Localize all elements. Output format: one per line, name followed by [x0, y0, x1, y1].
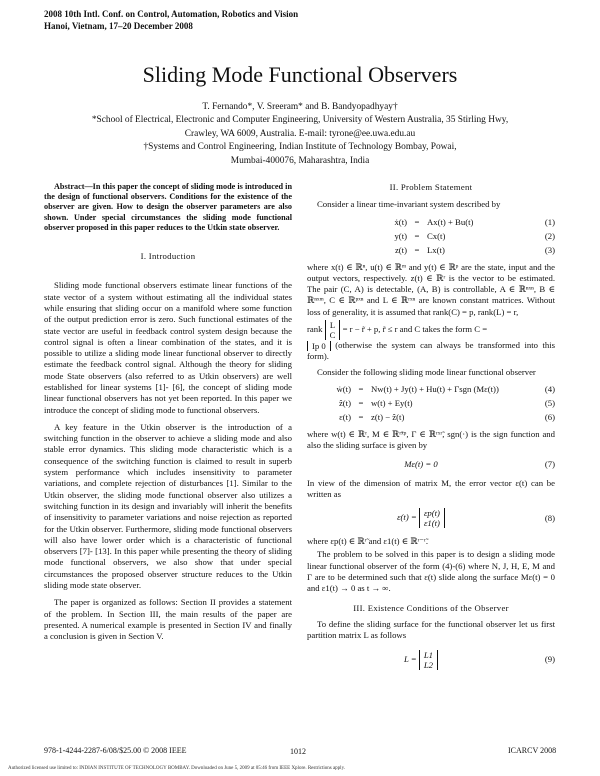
intro-heading: I. Introduction [140, 251, 196, 262]
equations-1-3 [307, 216, 555, 258]
equation-2: y(t) = Cx(t) (2) [394, 230, 555, 241]
rank-line: rank L C = r − r̃ + p, r̃ ≤ r and C takes the form C = [307, 320, 488, 341]
intro-paragraph-1: Sliding mode functional observers estimate linear functions of the state vector of a system without estimating all the individual states while ensuring that sliding occur on a manifold where some function of the output prediction error is zero. Such functional estimates of the state vector are useful in feedback control system design because the control signal is often a linear combination of the states, and it is possible to utilize a sliding mode linear functional observer to directly estimate the feedback control signal. Although the theory for sliding mode State observers (also referred to as Utkin observers) are well established for linear systems [1]- [6], the concept of sliding mode linear functional observers has not yet been reported. In this paper we introduce the concept of sliding mode to functional observers. [44, 280, 292, 415]
affiliation-2b: Mumbai-400076, Maharashtra, India [230, 155, 370, 166]
equation-6: ε(t) = z(t) − ẑ(t) (6) [339, 412, 555, 423]
cform-line: Ip 0 (otherwise the system can always be transformed into this form). [307, 340, 556, 362]
ps-paragraph-2: where x(t) ∈ ℝⁿ, u(t) ∈ ℝᵐ and y(t) ∈ ℝᵖ are the state, input and the output vectors, respectively. z(t) ∈ ℝʳ is the vector to be estimated. The pair (C, A) is detectable, (A, B) is controllable, A ∈ ℝⁿˣⁿ, B ∈ ℝⁿˣᵐ, C ∈ ℝᵖˣⁿ and L ∈ ℝʳˣⁿ are known constant matrices. Without loss of generality, it is assumed that rank(C) = p, rank(L) = r, [307, 261, 555, 317]
ps-paragraph-5: In view of the dimension of matrix M, the error vector ε(t) can be written as [307, 477, 555, 499]
footer-isbn: 978-1-4244-2287-6/08/$25.00 © 2008 IEEE [44, 746, 187, 755]
abstract: Abstract—In this paper the concept of sliding mode is introduced in the design of functional observers. Conditions for the existence of the observer are given. How to design the observer parameters are also shown. Under special circumstances the sliding mode functional observer proposed in this paper reduces to the Utkin state observer. [44, 182, 292, 232]
ps-paragraph-1: Consider a linear time-invariant system described by [317, 199, 501, 210]
existence-paragraph-1: To define the sliding surface for the functional observer let us first partition matrix L as follows [307, 618, 555, 641]
intro-paragraph-3: The paper is organized as follows: Section II provides a statement of the problem. In Section III, the main results of the paper are presented. A numerical example is presented in Section IV and finally a conclusion is given in Section V. [44, 597, 292, 642]
footer-page-number: 1012 [290, 747, 306, 756]
author-block [0, 101, 600, 168]
equation-8: ε(t) = εp(t) ε1(t) (8) [397, 508, 555, 529]
ps-paragraph-6: where εp(t) ∈ ℝʳ̃ and ε1(t) ∈ ℝʳ⁻ʳ̃. [307, 536, 429, 547]
equation-9: L = L1 L2 (9) [403, 649, 555, 670]
ps-paragraph-3: Consider the following sliding mode linear functional observer [317, 366, 536, 377]
equations-4-6 [307, 383, 555, 425]
conference-header [44, 8, 298, 32]
problem-statement-heading: II. Problem Statement [389, 182, 473, 192]
footer-license: Authorized licensed use limited to: INDIAN INSTITUTE OF TECHNOLOGY BOMBAY. Downloaded on June 5, 2009 at 05:46 from IEEE Xplore. Restrictions apply. [8, 766, 345, 771]
affiliation-2a: †Systems and Control Engineering, Indian Institute of Technology Bombay, Powai, [143, 142, 457, 153]
affiliation-1b: Crawley, WA 6009, Australia. E-mail: tyrone@ee.uwa.edu.au [184, 128, 416, 139]
affiliation-1a: *School of Electrical, Electronic and Computer Engineering, University of Western Australia, 35 Stirling Hwy, [91, 115, 509, 126]
conference-line-1: 2008 10th Intl. Conf. on Control, Automation, Robotics and Vision [44, 9, 299, 19]
author-names: T. Fernando*, V. Sreeram* and B. Bandyopadhyay† [202, 102, 398, 112]
equation-1: ẋ(t) = Ax(t) + Bu(t) (1) [394, 216, 555, 227]
existence-heading: III. Existence Conditions of the Observer [353, 602, 509, 613]
footer-venue: ICARCV 2008 [508, 746, 557, 755]
rank-matrix: L C [325, 320, 341, 340]
equation-7: Mε(t) = 0 (7) [404, 458, 555, 469]
conference-line-2: Hanoi, Vietnam, 17–20 December 2008 [44, 21, 193, 31]
ps-paragraph-7: The problem to be solved in this paper is to design a sliding mode linear functional observer of the form (4)-(6) where N, J, H, E, M and Γ are to be determined such that ε(t) slide along the surface Mε(t) = 0 and ε1(t) → 0 as t → ∞. [307, 549, 555, 594]
ps-paragraph-4: where w(t) ∈ ℝʳ, M ∈ ℝʳ̃ˣᵖ, Γ ∈ ℝʳˣʳ̃, sgn(·) is the sign function and also the sliding surface is given by [307, 428, 555, 451]
equation-3: z(t) = Lx(t) (3) [394, 244, 555, 255]
paper-title: Sliding Mode Functional Observers [142, 62, 458, 87]
intro-paragraph-2: A key feature in the Utkin observer is the introduction of a switching function in the observer to achieve a sliding mode and also stable error dynamics. This sliding mode characteristic which is a consequence of the switching function is claimed to result in superb system performance which includes insensitivity to parameter variations, and complete rejection of disturbances [1]. Similar to the Utkin observer, the sliding mode functional observer also utilizes a switching function in its design and invariably will inherit the benefits of insensitivity to parameter variations and noise rejection as reported for the Utkin observer. Furthermore, sliding mode functional observers will also have lower order which is a characteristic of functional observers [7]- [13]. In this paper while presenting the theory of sliding mode functional observers, we also show that under special circumstances the proposed observer structure reduces to the Utkin sliding mode state observer. [44, 421, 292, 591]
left-column [44, 182, 292, 643]
equation-5: ẑ(t) = w(t) + Ey(t) (5) [338, 398, 555, 409]
equation-4: ẇ(t) = Nw(t) + Jy(t) + Hu(t) + Γsgn (Mε(t)) (4) [336, 384, 555, 395]
right-column [307, 182, 555, 678]
c-form-matrix: Ip 0 [307, 341, 331, 351]
